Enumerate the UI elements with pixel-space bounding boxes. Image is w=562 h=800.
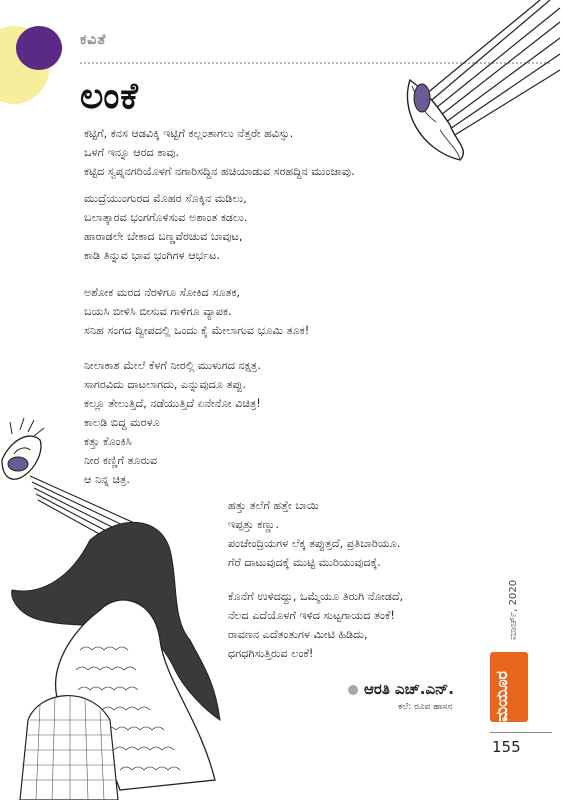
poem-line: ಕಟ್ಟಿಗೆ, ಕನಸ ಆಡವಿಕ್ಕಿ ಇಟ್ಟಿಗೆ ಕಲ್ಲಂತಾಗಲು ನೆತ್ತರೇ ಹವಿಸ್ಸು.	[84, 127, 294, 140]
poem-line: ಅಶೋಕ ಮರದ ನೆರಳಿಗೂ ಸೋಕಿದ ಸೂತಕ,	[84, 286, 241, 299]
hand-strings-illustration	[400, 0, 560, 170]
poem-line: ಮುದ್ರೆಯುಂಗುರದ ಮೊಹರ ಸೊಕ್ಕಿನ ಮಡಿಲು,	[84, 192, 247, 205]
poem-line: ಒಳಗೆ ಇನ್ನೂ ಆರದ ಕಾವು.	[84, 146, 180, 159]
poem-line: ರಾವಣನ ಎದೆತಂತುಗಳ ಮೀಟಿ ಹಿಡಿದು,	[228, 628, 368, 641]
poem-line: ಕಾಡಿ ತಿನ್ನುವ ಭಾವ ಭಂಗಿಗಳ ಆರ್ಭಟ.	[84, 249, 220, 262]
author-name	[348, 680, 454, 698]
veiled-figure-illustration	[0, 420, 240, 800]
poem-line: ಕಲ್ಲೂ ತೇಲುತ್ತಿದೆ, ನಡೆಯುತ್ತಿದೆ ಏನೇನೋ ವಿಚಿತ್ರ!	[84, 397, 261, 410]
poem-line: ಕಟ್ಟಿದ ಸ್ವಪ್ನನಗರಿಯೊಳಗೆ ನಗಾರಿಸದ್ದಿನ ಹಚಿಯಾಡುವ ಸರಹದ್ದಿನ ಮುಂಜಾವು.	[84, 165, 355, 178]
poem-line: ನೀಲಾಕಾಶ ಮೇಲೆ ಕೆಳಗೆ ನೀರಲ್ಲಿ ಮುಳುಗದ ನಕ್ಷತ್ರ.	[84, 359, 261, 372]
poem-line: ಸನಿಹ ಸಂಗದ ದ್ವೀಪದಲ್ಲಿ ಒಂದು ಕೈ ಮೇಲಾಗುವ ಭೂಮಿ ತೂಕ!	[84, 324, 310, 337]
stanza-3	[84, 283, 309, 340]
poem-line: ಆ ನಿನ್ನ ಚಿತ್ರ.	[84, 473, 130, 486]
poem-line: ಬಲಾತ್ಕಾರವ ಭಂಗಗೊಳಿಸುವ ಅಶಾಂತ ಕಡಲು.	[84, 211, 248, 224]
poem-line: ಇಪ್ಪತ್ತು ಕಣ್ಣು.	[228, 518, 279, 531]
magazine-name: ಮಯೂರ	[492, 670, 511, 722]
poem-line: ಪಂಚೇಂದ್ರಿಯಗಳ ಲೆಕ್ಕ ತಪ್ಪುತ್ತದೆ, ಪ್ರತಿಬಾರಿಯೂ.	[228, 537, 401, 550]
poem-line: ಕಾಲಡಿ ಬಿದ್ದ ಮರಳೂ	[84, 416, 160, 429]
poem-line: ಹತ್ತು ತಲೆಗೆ ಹತ್ತೇ ಬಾಯಿ	[228, 499, 319, 512]
page-number-divider	[490, 732, 552, 733]
poem-line: ಗೆರೆ ದಾಟುವುದಕ್ಕೆ ಮುಟ್ಟಿ ಮುರಿಯುವುದಕ್ಕೆ.	[228, 556, 381, 569]
poem-line: ಕೊನೆಗೆ ಉಳಿದದ್ದು, ಒಮ್ಮೆಯೂ ತಿರುಗಿ ನೋಡದೆ,	[228, 590, 404, 603]
poem-line: ನೆಲದ ಎದೆಯೊಳಗೆ ಇಳಿದ ಸುಟ್ಟಗಾಯದ ತಂಕೆ!	[228, 609, 395, 622]
stanza-2	[84, 189, 247, 265]
stanza-1	[84, 124, 355, 181]
issue-date: ಮಾರ್ಚ್, 2020	[508, 579, 519, 640]
poem-title: ಲಂಕೆ	[80, 76, 139, 117]
poem-line: ಧಗಧಗಿಸುತ್ತಿರುವ ಲಂಕೆ!	[228, 647, 314, 660]
bullet-icon	[348, 685, 358, 695]
purple-circle-decoration	[16, 26, 62, 70]
poem-line: ಕತ್ತು ಕೊಂಕಿಸಿ	[84, 435, 132, 448]
poem-line: ಹಾರಾಡಲೇ ಬೇಕಾದ ಬಣ್ಣವೆರಚುವ ಬಾವುಟ,	[84, 230, 243, 243]
author-text: ಆರತಿ ಎಚ್.ಎನ್.	[364, 680, 454, 698]
stanza-5	[228, 496, 400, 572]
section-label: ಕವಿತೆ	[80, 32, 107, 48]
poem-line: ಬಯಸಿ ಬೀಳಿಸಿ ಬೀಸುವ ಗಾಳಿಗೂ ವ್ಯಾಪಕ.	[84, 305, 232, 318]
page-number: 155	[492, 738, 521, 756]
stanza-6	[228, 587, 403, 663]
art-credit: ಕಲೆ: ರೂಪ ಹಾಸನ	[398, 702, 453, 712]
poem-line: ಸಾಗರವಿದು ದಾಟಲಾಗದು, ಎನ್ನುವುದೂ ತಪ್ಪು.	[84, 378, 247, 391]
poem-line: ನೀರ ಕಣ್ಣಿಗೆ ತೂರುವ	[84, 454, 158, 467]
